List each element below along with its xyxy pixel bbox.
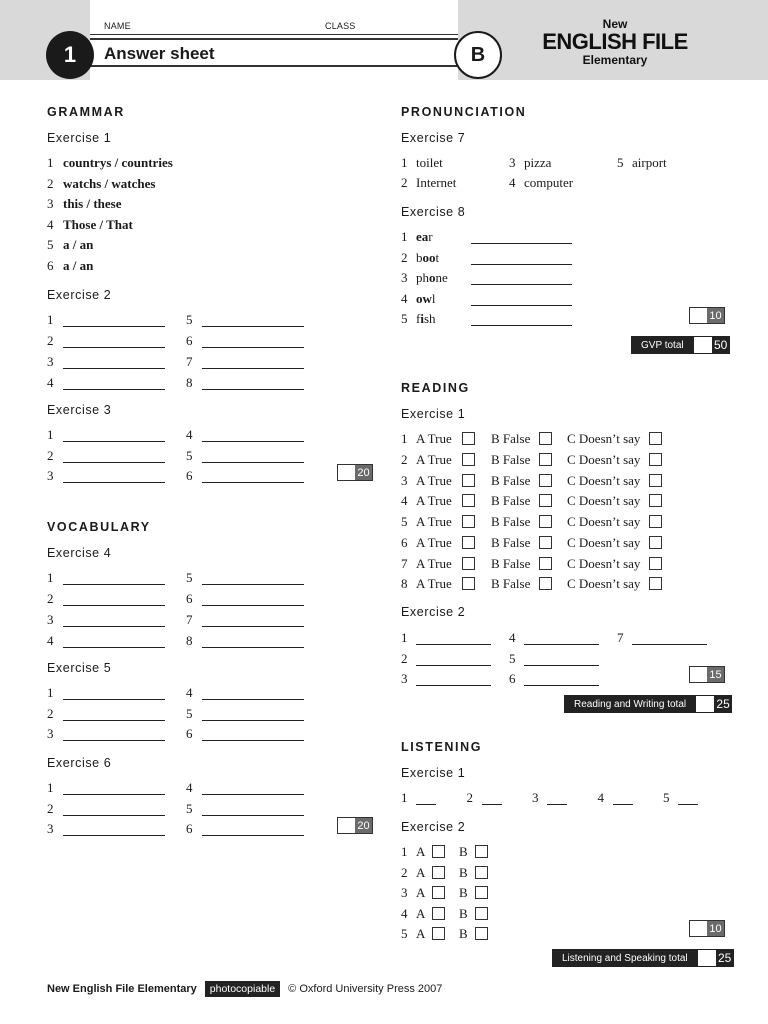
item-number: 1 [47, 312, 54, 327]
brand-line-2: ENGLISH FILE [542, 29, 688, 54]
listening-speaking-total[interactable] [552, 949, 734, 967]
answer-line[interactable] [202, 368, 304, 369]
copyright: © Oxford University Press 2007 [288, 983, 443, 995]
word-part-highlight: oo [422, 249, 436, 265]
item-number: 1 [47, 427, 54, 442]
option-c-checkbox[interactable] [649, 515, 662, 528]
vocabulary-score-box[interactable] [337, 817, 373, 834]
item-number: 2 [466, 790, 473, 805]
item-number: 2 [47, 333, 54, 348]
vocabulary-exercise-6-heading: Exercise 6 [47, 756, 112, 770]
item-number: 2 [47, 175, 54, 191]
score-max: 20 [355, 465, 372, 480]
option-c-checkbox[interactable] [649, 557, 662, 570]
unit-number-badge: 1 [46, 31, 94, 79]
word-part: ne [435, 270, 448, 286]
option-b-checkbox[interactable] [475, 907, 488, 920]
answer-line[interactable] [202, 462, 304, 463]
answer-line[interactable] [63, 626, 165, 627]
name-line [90, 34, 458, 35]
score-max: 10 [707, 308, 724, 323]
answer-line[interactable] [202, 720, 304, 721]
reading-writing-total-max: 25 [714, 695, 732, 713]
answer-line[interactable] [63, 720, 165, 721]
header-rule-bottom [90, 65, 458, 67]
item-number: 6 [47, 258, 54, 273]
item-number: 5 [186, 570, 193, 585]
pronunciation-word[interactable]: computer [524, 175, 574, 190]
option-c-label: C Doesn’t say [567, 555, 641, 571]
score-input[interactable] [690, 921, 707, 936]
option-b-label: B False [491, 514, 531, 529]
answer-line[interactable] [416, 804, 436, 805]
option-a-label: A True [416, 576, 452, 592]
score-input[interactable] [338, 465, 355, 480]
item-number: 3 [47, 612, 54, 627]
reading-writing-total-input[interactable] [696, 695, 714, 713]
class-label: CLASS [325, 21, 356, 31]
reading-exercise-1-heading: Exercise 1 [401, 407, 466, 421]
listening-exercise-1-heading: Exercise 1 [401, 766, 466, 780]
answer-line[interactable] [202, 441, 304, 442]
word-part: l [431, 290, 436, 306]
option-b-checkbox[interactable] [475, 886, 488, 899]
option-b-label: B [459, 905, 468, 921]
pronunciation-score-box[interactable] [689, 307, 725, 324]
item-number: 3 [401, 885, 408, 901]
item-number: 2 [401, 650, 408, 666]
option-c-checkbox[interactable] [649, 494, 662, 507]
option-a-label: A True [416, 431, 452, 446]
pronunciation-exercise-7-heading: Exercise 7 [401, 131, 466, 145]
brand-line-1: New [602, 17, 628, 31]
answer-line[interactable] [202, 699, 304, 700]
item-number: 1 [47, 570, 54, 585]
answer-line[interactable] [63, 605, 165, 606]
score-max: 20 [355, 818, 372, 833]
item-number: 3 [401, 671, 408, 686]
grammar-exercise-2-heading: Exercise 2 [47, 288, 112, 302]
item-number: 7 [401, 555, 408, 571]
option-b-checkbox[interactable] [539, 557, 552, 570]
answer-line[interactable] [524, 685, 599, 686]
item-number: 4 [401, 905, 408, 921]
option-a-checkbox[interactable] [432, 907, 445, 920]
answer-line[interactable] [63, 699, 165, 700]
option-a-label: A [416, 926, 426, 942]
item-number: 6 [186, 333, 193, 348]
score-max: 15 [707, 667, 724, 682]
grammar-exercise-3-heading: Exercise 3 [47, 403, 112, 417]
item-number: 8 [186, 375, 193, 390]
option-b-checkbox[interactable] [475, 845, 488, 858]
option-a-checkbox[interactable] [462, 577, 475, 590]
score-input[interactable] [690, 667, 707, 682]
score-input[interactable] [690, 308, 707, 323]
option-b-checkbox[interactable] [539, 474, 552, 487]
option-c-label: C Doesn’t say [567, 534, 641, 550]
option-a-label: A True [416, 451, 452, 467]
option-b-label: B False [491, 534, 531, 550]
item-number: 2 [401, 175, 408, 190]
item-number: 6 [186, 591, 193, 606]
option-c-checkbox[interactable] [649, 432, 662, 445]
answer-line[interactable] [613, 804, 633, 805]
answer-line[interactable] [63, 441, 165, 442]
word-part-highlight: ea [416, 229, 429, 244]
word-choice[interactable]: a / an [63, 258, 94, 273]
answer-line[interactable] [471, 305, 572, 306]
item-number: 8 [186, 633, 193, 648]
answer-line[interactable] [63, 835, 165, 836]
option-a-checkbox[interactable] [462, 432, 475, 445]
grammar-exercise-1-heading: Exercise 1 [47, 131, 112, 145]
option-b-checkbox[interactable] [539, 536, 552, 549]
footer [47, 981, 442, 997]
name-label: NAME [104, 21, 131, 31]
answer-line[interactable] [202, 740, 304, 741]
item-number: 1 [401, 790, 408, 805]
option-b-checkbox[interactable] [475, 866, 488, 879]
option-b-label: B False [491, 555, 531, 571]
option-c-checkbox[interactable] [649, 577, 662, 590]
option-b-label: B False [491, 431, 531, 446]
answer-line[interactable] [63, 368, 165, 369]
item-number: 1 [47, 685, 54, 700]
listening-heading: LISTENING [401, 740, 483, 754]
answer-line[interactable] [202, 389, 304, 390]
pronunciation-heading: PRONUNCIATION [401, 105, 527, 119]
pronunciation-exercise-8-heading: Exercise 8 [401, 205, 466, 219]
item-number: 2 [47, 591, 54, 606]
item-number: 3 [401, 270, 408, 286]
brand-logo [530, 18, 700, 67]
option-a-label: A [416, 905, 426, 921]
option-b-checkbox[interactable] [539, 577, 552, 590]
answer-line[interactable] [63, 584, 165, 585]
item-number: 5 [47, 237, 54, 253]
reading-score-box[interactable] [689, 666, 725, 683]
option-c-label: C Doesn’t say [567, 472, 641, 488]
option-a-label: A True [416, 493, 452, 509]
answer-line[interactable] [202, 482, 304, 483]
item-number: 7 [186, 354, 193, 369]
item-number: 7 [617, 630, 624, 645]
reading-writing-total[interactable] [564, 695, 732, 713]
listening-exercise-2-heading: Exercise 2 [401, 820, 466, 834]
answer-line[interactable] [471, 325, 572, 326]
option-a-checkbox[interactable] [462, 494, 475, 507]
item-number: 5 [509, 650, 516, 666]
option-a-checkbox[interactable] [432, 886, 445, 899]
item-number: 4 [47, 633, 54, 648]
item-number: 4 [186, 427, 193, 442]
item-number: 6 [186, 821, 193, 836]
item-number: 4 [597, 790, 604, 805]
answer-line[interactable] [63, 647, 165, 648]
item-number: 5 [401, 514, 408, 529]
answer-line[interactable] [63, 347, 165, 348]
answer-line[interactable] [678, 804, 698, 805]
item-number: 6 [186, 468, 193, 483]
item-number: 5 [401, 926, 408, 942]
item-number: 5 [186, 312, 193, 327]
pronunciation-word [416, 311, 436, 327]
answer-line[interactable] [63, 389, 165, 390]
item-number: 5 [663, 790, 670, 805]
option-a-checkbox[interactable] [462, 536, 475, 549]
header-name-area [90, 0, 458, 80]
item-number: 1 [47, 155, 54, 170]
option-b-label: B False [491, 576, 531, 592]
item-number: 6 [509, 671, 516, 686]
vocabulary-exercise-5-heading: Exercise 5 [47, 661, 112, 675]
gvp-total-max: 50 [712, 336, 730, 354]
word-part: r [428, 229, 433, 244]
answer-line[interactable] [471, 284, 572, 285]
item-number: 6 [401, 534, 408, 550]
pronunciation-word[interactable]: toilet [416, 155, 443, 170]
option-b-label: B False [491, 451, 531, 467]
page-title: Answer sheet [104, 44, 215, 63]
word-part: sh [423, 311, 436, 327]
item-number: 2 [47, 800, 54, 816]
option-c-checkbox[interactable] [649, 474, 662, 487]
photocopiable-badge: photocopiable [205, 981, 280, 997]
option-b-label: B [459, 926, 468, 942]
option-c-checkbox[interactable] [649, 453, 662, 466]
answer-line[interactable] [63, 482, 165, 483]
option-b-label: B [459, 864, 468, 880]
item-number: 3 [47, 354, 54, 369]
item-number: 2 [47, 705, 54, 721]
word-part-highlight: o [429, 270, 436, 286]
item-number: 2 [47, 447, 54, 463]
item-number: 1 [401, 431, 408, 446]
listening-score-box[interactable] [689, 920, 725, 937]
answer-line[interactable] [202, 794, 304, 795]
vocabulary-exercise-4-heading: Exercise 4 [47, 546, 112, 560]
option-a-label: A [416, 864, 426, 880]
answer-line[interactable] [202, 584, 304, 585]
answer-line[interactable] [63, 462, 165, 463]
answer-line[interactable] [202, 626, 304, 627]
answer-line[interactable] [471, 243, 572, 244]
word-choice[interactable]: a / an [63, 237, 94, 253]
item-number: 2 [401, 864, 408, 880]
pronunciation-word[interactable]: pizza [524, 155, 552, 170]
pronunciation-word[interactable]: airport [632, 155, 667, 170]
option-a-label: A True [416, 514, 452, 529]
option-a-label: A True [416, 555, 452, 571]
answer-line[interactable] [632, 644, 707, 645]
item-number: 4 [401, 290, 408, 306]
item-number: 3 [47, 821, 54, 836]
option-a-checkbox[interactable] [432, 845, 445, 858]
option-a-checkbox[interactable] [462, 557, 475, 570]
pronunciation-word [416, 270, 448, 286]
item-number: 8 [401, 576, 408, 592]
word-choice[interactable]: this / these [63, 196, 122, 212]
answer-line[interactable] [524, 665, 599, 666]
item-number: 1 [401, 844, 408, 859]
listening-speaking-total-label: Listening and Speaking total [552, 949, 698, 967]
item-number: 5 [186, 447, 193, 463]
answer-line[interactable] [63, 815, 165, 816]
grammar-score-box[interactable] [337, 464, 373, 481]
version-badge: B [454, 31, 502, 79]
item-number: 5 [186, 705, 193, 721]
pronunciation-word [416, 229, 433, 245]
brand-line-3: Elementary [582, 53, 648, 67]
gvp-total-input[interactable] [694, 336, 712, 354]
item-number: 4 [186, 780, 193, 795]
word-part: f [416, 311, 421, 327]
answer-line[interactable] [482, 804, 502, 805]
option-a-label: A True [416, 472, 452, 488]
word-part-highlight: ow [416, 290, 432, 306]
reading-writing-total-label: Reading and Writing total [564, 695, 696, 713]
option-b-checkbox[interactable] [475, 927, 488, 940]
word-part: ph [416, 270, 429, 286]
answer-line[interactable] [416, 685, 491, 686]
answer-line[interactable] [63, 794, 165, 795]
answer-line[interactable] [471, 264, 572, 265]
option-a-label: A [416, 885, 426, 901]
option-a-label: A True [416, 534, 452, 550]
answer-line[interactable] [202, 326, 304, 327]
answer-line[interactable] [202, 647, 304, 648]
item-number: 4 [401, 493, 408, 509]
option-a-checkbox[interactable] [462, 474, 475, 487]
item-number: 3 [47, 726, 54, 741]
gvp-total[interactable] [631, 336, 730, 354]
word-choice[interactable]: countrys / countries [63, 155, 173, 170]
item-number: 5 [401, 311, 408, 327]
answer-line[interactable] [416, 644, 491, 645]
word-part-highlight: i [420, 311, 424, 327]
option-b-label: B False [491, 472, 531, 488]
option-a-checkbox[interactable] [462, 453, 475, 466]
answer-line[interactable] [202, 605, 304, 606]
option-c-label: C Doesn’t say [567, 514, 641, 529]
answer-line[interactable] [63, 326, 165, 327]
listening-speaking-total-input[interactable] [698, 949, 716, 967]
option-a-checkbox[interactable] [432, 927, 445, 940]
item-number: 6 [186, 726, 193, 741]
listening-speaking-total-max: 25 [716, 949, 734, 967]
item-number: 3 [47, 468, 54, 483]
answer-line[interactable] [202, 835, 304, 836]
answer-line[interactable] [524, 644, 599, 645]
item-number: 5 [186, 800, 193, 816]
pronunciation-word [416, 250, 439, 266]
item-number: 2 [401, 249, 408, 265]
option-c-checkbox[interactable] [649, 536, 662, 549]
word-choice[interactable]: Those / That [63, 216, 133, 232]
item-number: 4 [47, 375, 54, 390]
option-b-label: B False [491, 493, 531, 509]
option-c-label: C Doesn’t say [567, 451, 641, 467]
option-c-label: C Doesn’t say [567, 431, 641, 446]
item-number: 4 [509, 175, 516, 190]
pronunciation-word [416, 291, 436, 307]
word-choice[interactable]: watchs / watches [63, 175, 156, 191]
item-number: 7 [186, 612, 193, 627]
grammar-heading: GRAMMAR [47, 105, 125, 119]
item-number: 3 [509, 155, 516, 170]
item-number: 2 [401, 451, 408, 467]
word-part: t [435, 249, 440, 265]
footer-title: New English File Elementary [47, 983, 197, 995]
item-number: 1 [401, 155, 408, 170]
reading-exercise-2-heading: Exercise 2 [401, 605, 466, 619]
pronunciation-word[interactable]: Internet [416, 175, 457, 190]
item-number: 3 [401, 472, 408, 488]
item-number: 3 [532, 790, 539, 805]
option-b-checkbox[interactable] [539, 494, 552, 507]
word-part: b [416, 249, 423, 265]
answer-line[interactable] [416, 665, 491, 666]
item-number: 4 [509, 630, 516, 645]
option-a-label: A [416, 844, 426, 859]
option-a-checkbox[interactable] [462, 515, 475, 528]
item-number: 1 [47, 780, 54, 795]
item-number: 4 [186, 685, 193, 700]
option-b-label: B [459, 844, 468, 859]
item-number: 1 [401, 630, 408, 645]
answer-line[interactable] [202, 347, 304, 348]
option-c-label: C Doesn’t say [567, 493, 641, 509]
answer-line[interactable] [63, 740, 165, 741]
option-b-label: B [459, 885, 468, 901]
gvp-total-label: GVP total [631, 336, 694, 354]
vocabulary-heading: VOCABULARY [47, 520, 151, 534]
item-number: 5 [617, 155, 624, 170]
score-max: 10 [707, 921, 724, 936]
option-b-checkbox[interactable] [539, 453, 552, 466]
answer-line[interactable] [202, 815, 304, 816]
reading-heading: READING [401, 381, 470, 395]
score-input[interactable] [338, 818, 355, 833]
header-rule [90, 38, 458, 40]
option-a-checkbox[interactable] [432, 866, 445, 879]
option-b-checkbox[interactable] [539, 515, 552, 528]
option-c-label: C Doesn’t say [567, 576, 641, 592]
answer-line[interactable] [547, 804, 567, 805]
item-number: 1 [401, 229, 408, 244]
item-number: 3 [47, 196, 54, 212]
item-number: 4 [47, 216, 54, 232]
option-b-checkbox[interactable] [539, 432, 552, 445]
